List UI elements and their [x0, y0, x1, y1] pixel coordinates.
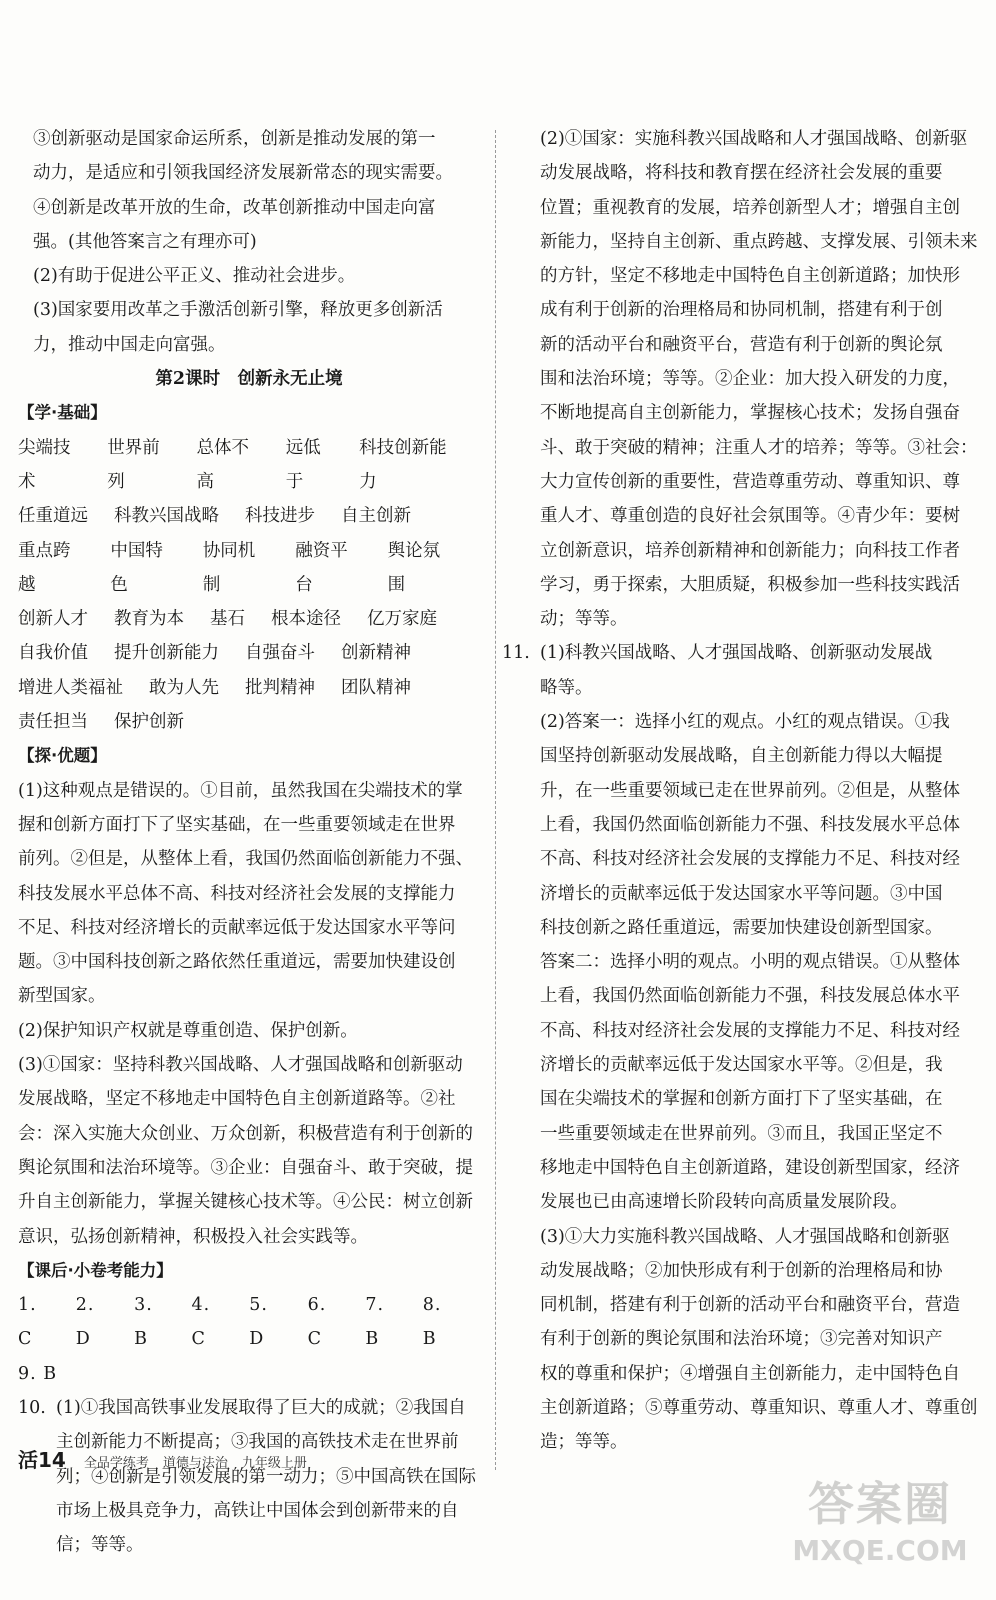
- text-line: ④创新是改革开放的生命，改革创新推动中国走向富: [33, 197, 436, 218]
- text-line: (3)①国家：坚持科教兴国战略、人才强国战略和创新驱动: [18, 1055, 463, 1076]
- text-line: 国坚持创新驱动发展战略，自主创新能力得以大幅提: [540, 746, 943, 767]
- text-line: 主创新道路；⑤尊重劳动、尊重知识、尊重人才、尊重创: [540, 1397, 978, 1418]
- text-line: 信；等等。: [56, 1535, 144, 1556]
- choice-answer: 4. C: [191, 1295, 211, 1350]
- text-line: 大力宣传创新的重要性，营造尊重劳动、尊重知识、尊: [540, 471, 960, 492]
- keyword: 提升创新能力: [114, 643, 219, 664]
- watermark-logo: [790, 1468, 970, 1578]
- choice-answers: [18, 1288, 480, 1357]
- text-line: 新型国家。: [18, 986, 106, 1007]
- keyword: 创新精神: [341, 643, 411, 664]
- keyword: 中国特色: [110, 540, 163, 595]
- book-title: 全品学练考: [83, 1456, 149, 1471]
- text-line: 围和法治环境；等等。②企业：加大投入研发的力度，: [540, 369, 960, 390]
- text-line: 题。③中国科技创新之路依然任重道远，需要加快建设创: [18, 952, 456, 973]
- choice-answer: 2. D: [75, 1295, 95, 1350]
- keyword-row: [18, 705, 480, 739]
- keyword: 任重道远: [18, 506, 88, 527]
- keyword-row: [18, 602, 480, 636]
- text-line: 列；④创新是引领发展的第一动力；⑤中国高铁在国际: [56, 1466, 476, 1487]
- keyword: 敢为人先: [149, 677, 219, 698]
- text-line: (2)答案一：选择小红的观点。小红的观点错误。①我: [540, 712, 950, 733]
- text-line: (2)有助于促进公平正义、推动社会进步。: [33, 266, 356, 287]
- question-11-part-2: [540, 705, 980, 945]
- keyword: 总体不高: [196, 437, 249, 492]
- watermark-url: MXQE.COM: [792, 1534, 968, 1567]
- text-line: 国在尖端技术的掌握和创新方面打下了坚实基础，在: [540, 1089, 943, 1110]
- text-line: (1)这种观点是错误的。①目前，虽然我国在尖端技术的掌: [18, 780, 463, 801]
- keyword: 科技创新能力: [359, 437, 447, 492]
- explore-answer-3: [18, 1048, 480, 1254]
- left-column: [18, 122, 480, 1562]
- text-line: 有利于创新的舆论氛围和法治环境；③完善对知识产: [540, 1329, 943, 1350]
- question-11-part-3: [540, 1220, 980, 1460]
- keyword: 增进人类福祉: [18, 677, 123, 698]
- text-line: 新能力，坚持自主创新、重点跨越、支撑发展、引领未来: [540, 231, 978, 252]
- text-line: 不高、科技对经济社会发展的支撑能力不足、科技对经: [540, 1020, 960, 1041]
- keyword: 创新人才: [18, 609, 88, 630]
- text-line: 移地走中国特色自主创新道路，建设创新型国家，经济: [540, 1157, 960, 1178]
- text-line: 略等。: [540, 677, 593, 698]
- text-line: 斗、敢于突破的精神；注重人才的培养；等等。③社会：: [540, 437, 978, 458]
- text-line: 成有利于创新的治理格局和协同机制，搭建有利于创: [540, 300, 943, 321]
- text-line: 发展也已由高速增长阶段转向高质量发展阶段。: [540, 1192, 908, 1213]
- question-10-part-2: [540, 122, 980, 636]
- text-line: 会：深入实施大众创业、万众创新，积极营造有利于创新的: [18, 1123, 473, 1144]
- keyword: 科教兴国战略: [114, 506, 219, 527]
- keyword: 亿万家庭: [367, 609, 437, 630]
- text-line: 力，推动中国走向富强。: [33, 334, 226, 355]
- text-line: 上看，我国仍然面临创新能力不强、科技发展水平总体: [540, 814, 960, 835]
- keyword: 责任担当: [18, 712, 88, 733]
- question-10: [18, 1391, 480, 1562]
- text-line: 新的活动平台和融资平台，营造有利于创新的舆论氛: [540, 334, 943, 355]
- text-line: 不高、科技对经济社会发展的支撑能力不足、科技对经: [540, 849, 960, 870]
- keyword: 远低于: [285, 437, 321, 492]
- text-line: 答案二：选择小明的观点。小明的观点错误。①从整体: [540, 952, 960, 973]
- choice-answer: 1. C: [18, 1295, 37, 1350]
- text-line: (2)①国家：实施科教兴国战略和人才强国战略、创新驱: [540, 129, 968, 149]
- keyword-row: [18, 636, 480, 670]
- keyword: 根本途径: [271, 609, 341, 630]
- watermark-title: 答案圈: [808, 1477, 952, 1531]
- keyword: 舆论氛围: [387, 540, 441, 595]
- text-line: 动发展战略，将科技和教育摆在经济社会发展的重要: [540, 163, 943, 184]
- text-line: 前列。②但是，从整体上看，我国仍然面临创新能力不强、: [18, 849, 473, 870]
- text-line: 意识，弘扬创新精神，积极投入社会实践等。: [18, 1226, 368, 1247]
- question-11-answer-2: [540, 945, 980, 1219]
- keyword-grid: [18, 431, 480, 740]
- keyword: 融资平台: [295, 540, 348, 595]
- keyword-row: [18, 671, 480, 705]
- text-line: 济增长的贡献率远低于发达国家水平等。②但是，我: [540, 1055, 943, 1076]
- question-number: 11.: [502, 643, 530, 664]
- text-line: 上看，我国仍然面临创新能力不强，科技发展总体水平: [540, 986, 960, 1007]
- text-line: 位置；重视教育的发展，培养创新型人才；增强自主创: [540, 197, 960, 218]
- text-line: 立创新意识，培养创新精神和创新能力；向科技工作者: [540, 540, 960, 561]
- text-line: 济增长的贡献率远低于发达国家水平等问题。③中国: [540, 883, 943, 904]
- choice-answers: [18, 1357, 480, 1391]
- choice-answer: 9. B: [18, 1363, 58, 1384]
- text-line: 市场上极具竞争力，高铁让中国体会到创新带来的自: [56, 1500, 459, 1521]
- keyword: 重点跨越: [18, 540, 71, 595]
- text-line: 科技创新之路任重道远，需要加快建设创新型国家。: [540, 917, 943, 938]
- question-number: 10.: [18, 1397, 46, 1418]
- text-line: 升，在一些重要领域已走在世界前列。②但是，从整体: [540, 780, 960, 801]
- text-line: 动发展战略；②加快形成有利于创新的治理格局和协: [540, 1260, 943, 1281]
- keyword-row: [18, 499, 480, 533]
- keyword: 科技进步: [245, 506, 315, 527]
- text-line: 握和创新方面打下了坚实基础，在一些重要领域走在世界: [18, 814, 456, 835]
- choice-answer: 3. B: [134, 1295, 153, 1350]
- keyword: 批判精神: [245, 677, 315, 698]
- column-divider: [495, 130, 496, 1470]
- keyword: 保护创新: [114, 712, 184, 733]
- keyword: 团队精神: [341, 677, 411, 698]
- keyword: 尖端技术: [18, 437, 71, 492]
- subject-label: 道德与法治: [162, 1456, 228, 1471]
- choice-answer: 6. C: [307, 1295, 327, 1350]
- text-line: 升自主创新能力，掌握关键核心技术等。④公民：树立创新: [18, 1192, 473, 1213]
- section-heading-learn: 【学·基础】: [18, 403, 107, 423]
- text-line: 动力，是适应和引领我国经济发展新常态的现实需要。: [33, 163, 453, 184]
- keyword: 自主创新: [341, 506, 411, 527]
- keyword-row: [18, 534, 480, 603]
- text-line: 强。(其他答案言之有理亦可): [33, 231, 257, 252]
- text-line: 动；等等。: [540, 609, 628, 630]
- text-line: (3)①大力实施科教兴国战略、人才强国战略和创新驱: [540, 1226, 950, 1247]
- explore-answer-2: (2)保护知识产权就是尊重创造、保护创新。: [18, 1020, 358, 1041]
- text-line: (3)国家要用改革之手激活创新引擎，释放更多创新活: [33, 300, 443, 321]
- text-line: 主创新能力不断提高；③我国的高铁技术走在世界前: [56, 1432, 459, 1453]
- choice-answer: 7. B: [365, 1295, 385, 1350]
- keyword: 自我价值: [18, 643, 88, 664]
- text-line: 学习，勇于探索，大胆质疑，积极参加一些科技实践活: [540, 574, 960, 595]
- keyword: 协同机制: [202, 540, 256, 595]
- text-line: 重人才、尊重创造的良好社会氛围等。④青少年：要树: [540, 506, 960, 527]
- text-line: (1)①我国高铁事业发展取得了巨大的成就；②我国自: [56, 1397, 466, 1418]
- choice-answer: 8. B: [422, 1295, 442, 1350]
- text-line: 不断地提高自主创新能力，掌握核心技术；发扬自强奋: [540, 403, 960, 424]
- text-line: 造；等等。: [540, 1432, 628, 1453]
- text-line: 科技发展水平总体不高、科技对经济社会发展的支撑能力: [18, 883, 456, 904]
- keyword-row: [18, 431, 480, 500]
- section-heading-explore: 【探·优题】: [18, 746, 107, 766]
- text-line: 权的尊重和保护；④增强自主创新能力，走中国特色自: [540, 1363, 960, 1384]
- keyword: 教育为本: [114, 609, 184, 630]
- choice-answer: 5. D: [249, 1295, 268, 1350]
- page-footer: [18, 1444, 321, 1473]
- explore-answer-1: [18, 774, 480, 1014]
- grade-label: 九年级上册: [241, 1456, 307, 1471]
- text-line: (1)科教兴国战略、人才强国战略、创新驱动发展战: [540, 643, 933, 664]
- text-line: 发展战略，坚定不移地走中国特色自主创新道路等。②社: [18, 1089, 456, 1110]
- text-line: 舆论氛围和法治环境等。③企业：自强奋斗、敢于突破，提: [18, 1157, 473, 1178]
- text-line: 一些重要领域走在世界前列。③而且，我国正坚定不: [540, 1123, 943, 1144]
- lesson-title: 第2课时 创新永无止境: [155, 369, 343, 390]
- text-line: 同机制，搭建有利于创新的活动平台和融资平台，营造: [540, 1295, 960, 1316]
- keyword: 世界前列: [107, 437, 160, 492]
- text-line: 不足、科技对经济增长的贡献率远低于发达国家水平等问: [18, 917, 456, 938]
- keyword: 自强奋斗: [245, 643, 315, 664]
- question-11: [502, 636, 980, 705]
- section-heading-after-class: 【课后·小卷考能力】: [18, 1260, 173, 1280]
- text-line: ③创新驱动是国家命运所系，创新是推动发展的第一: [33, 129, 436, 149]
- page-number: 活14: [18, 1448, 66, 1472]
- answer-block-continued: [18, 122, 480, 362]
- text-line: 的方针，坚定不移地走中国特色自主创新道路；加快形: [540, 266, 960, 287]
- keyword: 基石: [210, 609, 245, 630]
- right-column: [502, 122, 980, 1460]
